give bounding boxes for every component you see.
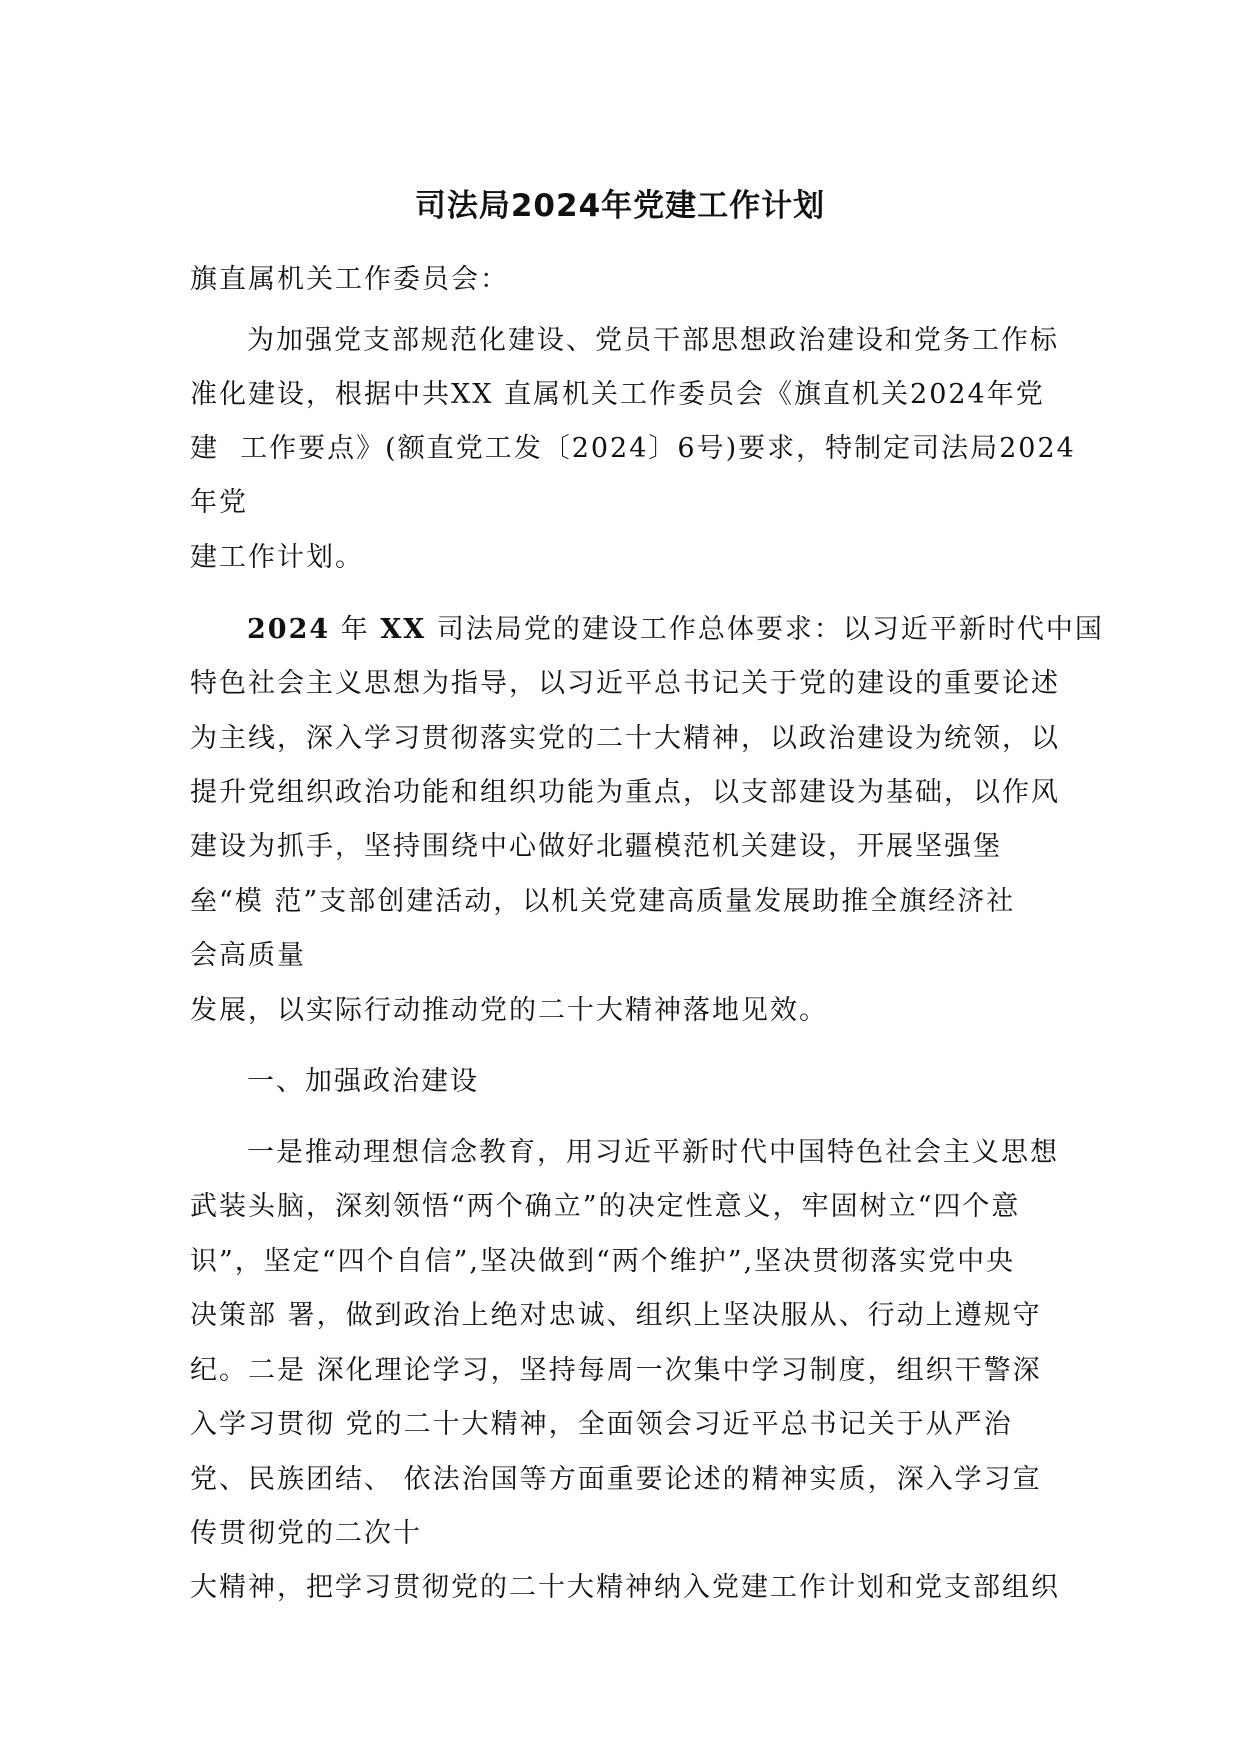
bold-year: 2024 [247,614,331,645]
paragraph-line: 垒“模 范”支部创建活动，以机关党建高质量发展助推全旗经济社 [190,886,1016,917]
paragraph-line: 建工作计划。 [190,542,364,573]
paragraph-line [247,610,1104,650]
paragraph-line: 建 工作要点》(额直党工发〔2024〕6号)要求，特制定司法局2024 [190,433,1076,464]
paragraph-line: 一是推动理想信念教育，用习近平新时代中国特色社会主义思想 [247,1137,1059,1168]
paragraph-line: 发展，以实际行动推动党的二十大精神落地见效。 [190,995,828,1026]
paragraph-line: 建设为抓手，坚持围绕中心做好北疆模范机关建设，开展坚强堡 [190,831,1002,862]
paragraph-line: 传贯彻党的二次十 [190,1518,422,1549]
paragraph-line: 年党 [190,487,248,518]
document-title: 司法局2024年党建工作计划 [414,188,826,224]
paragraph-line: 识”，坚定“四个自信”,坚决做到“两个维护”,坚决贯彻落实党中央 [190,1246,1016,1277]
paragraph-line: 准化建设，根据中共XX 直属机关工作委员会《旗直机关2024年党 [190,379,1045,410]
section-heading: 一、加强政治建设 [247,1066,479,1097]
paragraph-line: 入学习贯彻 党的二十大精神，全面领会习近平总书记关于从严治 [190,1409,1013,1440]
bold-xx: XX [380,614,427,645]
salutation: 旗直属机关工作委员会： [190,264,509,295]
paragraph-line: 为加强党支部规范化建设、党员干部思想政治建设和党务工作标 [247,325,1059,356]
paragraph-line: 提升党组织政治功能和组织功能为重点，以支部建设为基础，以作风 [190,777,1060,808]
paragraph-line: 党、民族团结、 依法治国等方面重要论述的精神实质，深入学习宣 [190,1464,1042,1495]
paragraph-line: 武装头脑，深刻领悟“两个确立”的决定性意义，牢固树立“四个意 [190,1191,1021,1222]
paragraph-line: 为主线，深入学习贯彻落实党的二十大精神，以政治建设为统领，以 [190,723,1060,754]
paragraph-line: 大精神，把学习贯彻党的二十大精神纳入党建工作计划和党支部组织 [190,1572,1060,1603]
paragraph-line: 纪。二是 深化理论学习，坚持每周一次集中学习制度，组织干警深 [190,1355,1042,1386]
paragraph-line: 特色社会主义思想为指导，以习近平总书记关于党的建设的重要论述 [190,668,1060,699]
paragraph-line: 会高质量 [190,940,306,971]
paragraph-text: 年 [330,614,381,645]
paragraph-line: 决策部 署，做到政治上绝对忠诚、组织上坚决服从、行动上遵规守 [190,1300,1042,1331]
paragraph-text: 司法局党的建设工作总体要求：以习近平新时代中国 [426,614,1104,645]
